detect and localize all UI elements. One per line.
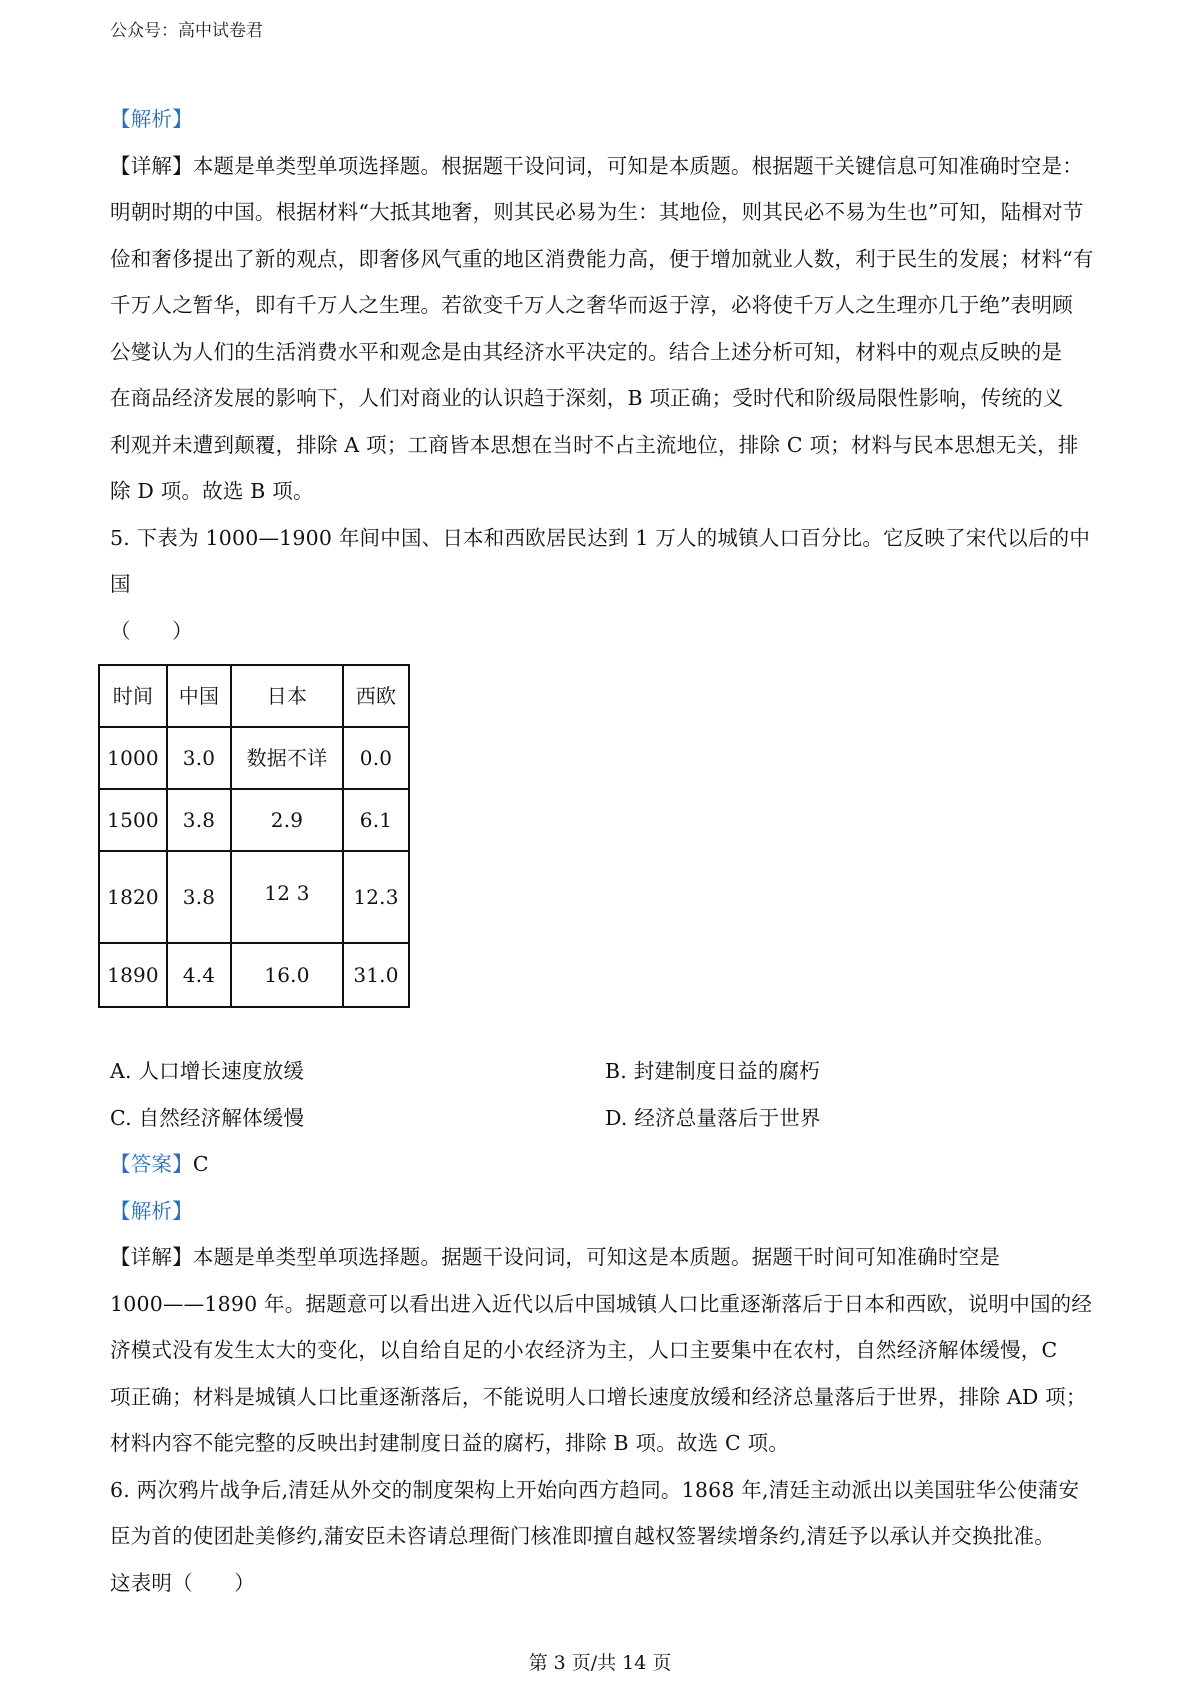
option-b: B. 封建制度日益的腐朽 xyxy=(605,1059,820,1083)
table-cell: 12.3 xyxy=(343,851,409,943)
table-cell: 0.0 xyxy=(343,727,409,789)
q4-detail-line: 千万人之暂华，即有千万人之生理。若欲变千万人之奢华而返于淳，必将使千万人之生理亦几于绝”表明顾 xyxy=(110,293,1073,317)
q4-detail-line: 明朝时期的中国。根据材料“大抵其地奢，则其民必易为生：其地俭，则其民必不易为生也”可知，陆楫对节 xyxy=(110,200,1084,224)
table-cell: 31.0 xyxy=(343,943,409,1007)
table-row xyxy=(99,789,409,851)
table-header-cell: 中国 xyxy=(167,665,231,727)
q5-detail-line: 材料内容不能完整的反映出封建制度日益的腐朽，排除 B 项。故选 C 项。 xyxy=(110,1431,790,1455)
q6-stem-line: 这表明（ ） xyxy=(110,1570,255,1595)
table-header-cell: 日本 xyxy=(231,665,343,727)
q5-detail-line: 1000——1890 年。据题意可以看出进入近代以后中国城镇人口比重逐渐落后于日本和西欧，说明中国的经 xyxy=(110,1291,1093,1316)
option-d: D. 经济总量落后于世界 xyxy=(605,1105,821,1130)
q4-detail-line: 俭和奢侈提出了新的观点，即奢侈风气重的地区消费能力高，便于增加就业人数，利于民生的发展；材料“有 xyxy=(110,246,1094,271)
q4-detail-line: 在商品经济发展的影响下，人们对商业的认识趋于深刻，B 项正确；受时代和阶级局限性影响，传统的义 xyxy=(110,386,1064,410)
table-cell: 数据不详 xyxy=(231,727,343,789)
q5-answer: 【答案】C xyxy=(110,1152,209,1176)
q4-detail-line: 利观并未遭到颠覆，排除 A 项；工商皆本思想在当时不占主流地位，排除 C 项；材料与民本思想无关，排 xyxy=(110,432,1079,457)
table-cell: 6.1 xyxy=(343,789,409,851)
q5-options xyxy=(110,1048,1100,1141)
table-cell: 16.0 xyxy=(231,943,343,1007)
q5-table-wrap xyxy=(98,664,1100,1008)
q4-analysis-tag: 【解析】 xyxy=(110,107,193,131)
q4-detail-line: 除 D 项。故选 B 项。 xyxy=(110,479,314,503)
table-cell: 1890 xyxy=(99,943,167,1007)
page-number: 第 3 页/共 14 页 xyxy=(528,1652,672,1674)
table-cell: 3.8 xyxy=(167,789,231,851)
option-a: A. 人口增长速度放缓 xyxy=(110,1059,305,1083)
table-cell: 1000 xyxy=(99,727,167,789)
q5-detail-line: 【详解】本题是单类型单项选择题。据题干设问词，可知这是本质题。据题干时间可知准确时空是 xyxy=(110,1245,1001,1269)
header-source: 公众号：高中试卷君 xyxy=(110,21,263,41)
table-header-cell: 西欧 xyxy=(343,665,409,727)
table-cell: 1500 xyxy=(99,789,167,851)
table-row xyxy=(99,727,409,789)
q5-stem: 5. 下表为 1000—1900 年间中国、日本和西欧居民达到 1 万人的城镇人口百分比。它反映了宋代以后的中国 xyxy=(110,525,1091,596)
table-row xyxy=(99,943,409,1007)
q6-stem-line: 臣为首的使团赴美修约,蒲安臣未咨请总理衙门核准即擅自越权签署续增条约,清廷予以承认并交换批准。 xyxy=(110,1524,1055,1548)
q5-analysis-tag: 【解析】 xyxy=(110,1198,193,1223)
q6-stem-line: 6. 两次鸦片战争后,清廷从外交的制度架构上开始向西方趋同。1868 年,清廷主动派出以美国驻华公使蒲安 xyxy=(110,1477,1080,1502)
q4-detail-line: 【详解】本题是单类型单项选择题。根据题干设问词，可知是本质题。根据题干关键信息可知准确时空是： xyxy=(110,153,1083,178)
option-c: C. 自然经济解体缓慢 xyxy=(110,1105,305,1130)
table-cell: 4.4 xyxy=(167,943,231,1007)
q5-detail-line: 济模式没有发生太大的变化，以自给自足的小农经济为主，人口主要集中在农村，自然经济解体缓慢，C xyxy=(110,1338,1058,1362)
table-cell: 3.0 xyxy=(167,727,231,789)
table-header-cell: 时间 xyxy=(99,665,167,727)
table-cell: 1820 xyxy=(99,851,167,943)
table-row xyxy=(99,851,409,943)
page-content xyxy=(107,96,1100,1606)
q5-stem-blank: （ ） xyxy=(110,618,193,643)
table-cell: 3.8 xyxy=(167,851,231,943)
table-header-row xyxy=(99,665,409,727)
q5-detail-line: 项正确；材料是城镇人口比重逐渐落后，不能说明人口增长速度放缓和经济总量落后于世界，排除 AD 项； xyxy=(110,1384,1087,1409)
q4-detail-line: 公燮认为人们的生活消费水平和观念是由其经济水平决定的。结合上述分析可知，材料中的观点反映的是 xyxy=(110,339,1063,364)
table-cell: 2.9 xyxy=(231,789,343,851)
table-cell: 12 3 xyxy=(231,851,343,943)
urban-population-table xyxy=(98,664,410,1008)
